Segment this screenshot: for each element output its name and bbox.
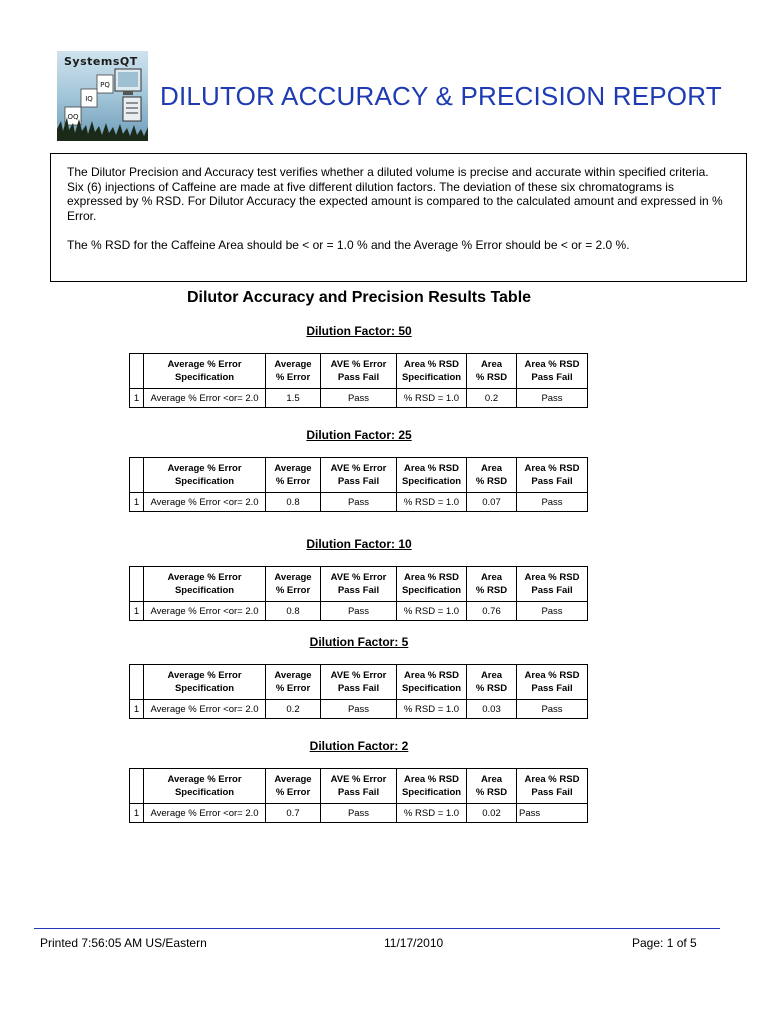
results-table	[129, 566, 588, 621]
table-row	[130, 493, 588, 512]
table-row	[130, 700, 588, 719]
cell-pf: Pass	[321, 700, 397, 719]
cell-rspec: % RSD = 1.0	[397, 804, 467, 823]
results-table	[129, 353, 588, 408]
row-index-cell: 1	[130, 804, 144, 823]
column-header-rsd	[467, 458, 517, 493]
logo-tag-pq: PQ	[100, 81, 110, 89]
column-header-line: Average	[274, 572, 312, 583]
table-header-row	[130, 769, 588, 804]
logo-tag-iq: IQ	[85, 95, 93, 103]
column-header-avg	[266, 567, 321, 602]
column-header-line: Average	[274, 463, 312, 474]
row-index-cell: 1	[130, 700, 144, 719]
cell-avg: 0.8	[266, 602, 321, 621]
column-header-line: AVE % Error	[330, 359, 387, 370]
index-header-cell	[130, 354, 144, 389]
cell-pf: Pass	[321, 602, 397, 621]
cell-spec: Average % Error <or= 2.0	[144, 804, 266, 823]
cell-spec: Average % Error <or= 2.0	[144, 602, 266, 621]
column-header-line: Area	[480, 572, 503, 583]
column-header-spec	[144, 354, 266, 389]
column-header-line: Pass Fail	[337, 476, 380, 487]
column-header-line: % Error	[275, 476, 311, 487]
column-header-rsd	[467, 665, 517, 700]
column-header-line: Area	[480, 463, 503, 474]
column-header-rsd	[467, 567, 517, 602]
column-header-line: Average % Error	[167, 670, 242, 681]
column-header-spec	[144, 665, 266, 700]
column-header-rpf	[517, 665, 588, 700]
column-header-line: Specification	[174, 787, 235, 798]
dilution-factor-heading: Dilution Factor: 2	[309, 739, 409, 753]
column-header-line: % Error	[275, 683, 311, 694]
column-header-pf	[321, 458, 397, 493]
column-header-line: Pass Fail	[337, 683, 380, 694]
column-header-rspec	[397, 458, 467, 493]
table-row	[130, 602, 588, 621]
footer-printed: Printed 7:56:05 AM US/Eastern	[40, 936, 207, 950]
table-header-row	[130, 354, 588, 389]
column-header-line: Specification	[401, 585, 462, 596]
column-header-rspec	[397, 665, 467, 700]
column-header-line: AVE % Error	[330, 572, 387, 583]
cell-rsd: 0.07	[467, 493, 517, 512]
column-header-line: % RSD	[475, 372, 508, 383]
column-header-line: AVE % Error	[330, 774, 387, 785]
cell-rspec: % RSD = 1.0	[397, 389, 467, 408]
cell-avg: 0.2	[266, 700, 321, 719]
column-header-line: AVE % Error	[330, 670, 387, 681]
logo-tag-oq: OQ	[67, 113, 79, 121]
cell-rpf: Pass	[517, 389, 588, 408]
description-box	[50, 153, 747, 282]
column-header-pf	[321, 665, 397, 700]
column-header-line: Area	[480, 359, 503, 370]
column-header-line: % Error	[275, 585, 311, 596]
cell-rpf: Pass	[517, 804, 588, 823]
column-header-line: Area % RSD	[404, 774, 459, 785]
column-header-avg	[266, 769, 321, 804]
systemsqt-logo	[57, 51, 148, 141]
results-table-title: Dilutor Accuracy and Precision Results Table	[186, 289, 532, 306]
table-header-row	[130, 458, 588, 493]
column-header-line: Specification	[401, 683, 462, 694]
index-header-cell	[130, 769, 144, 804]
column-header-avg	[266, 665, 321, 700]
results-table	[129, 768, 588, 823]
column-header-line: Pass Fail	[337, 787, 380, 798]
column-header-line: Area % RSD	[524, 572, 580, 583]
column-header-line: Pass Fail	[531, 683, 573, 694]
cell-rsd: 0.02	[467, 804, 517, 823]
index-header-cell	[130, 567, 144, 602]
cell-spec: Average % Error <or= 2.0	[144, 700, 266, 719]
results-table	[129, 664, 588, 719]
column-header-line: Average % Error	[167, 774, 242, 785]
column-header-rspec	[397, 354, 467, 389]
column-header-rpf	[517, 567, 588, 602]
column-header-line: Area % RSD	[524, 359, 580, 370]
column-header-line: AVE % Error	[330, 463, 387, 474]
column-header-rpf	[517, 354, 588, 389]
row-index-cell: 1	[130, 389, 144, 408]
column-header-line: Specification	[174, 372, 235, 383]
dilution-factor-heading: Dilution Factor: 50	[306, 324, 412, 338]
column-header-line: Area % RSD	[404, 572, 459, 583]
column-header-line: % RSD	[475, 787, 508, 798]
cell-pf: Pass	[321, 389, 397, 408]
column-header-line: Specification	[174, 476, 235, 487]
column-header-rspec	[397, 567, 467, 602]
column-header-line: Average % Error	[167, 359, 242, 370]
cell-rspec: % RSD = 1.0	[397, 700, 467, 719]
footer-page: Page: 1 of 5	[632, 936, 697, 950]
cell-avg: 1.5	[266, 389, 321, 408]
column-header-line: Area % RSD	[524, 670, 580, 681]
column-header-line: Average	[274, 774, 312, 785]
results-table	[129, 457, 588, 512]
column-header-line: Specification	[401, 787, 462, 798]
column-header-rpf	[517, 769, 588, 804]
column-header-line: % RSD	[475, 476, 508, 487]
index-header-cell	[130, 458, 144, 493]
column-header-line: Area % RSD	[404, 463, 459, 474]
report-title: DILUTOR ACCURACY & PRECISION REPORT	[160, 81, 722, 111]
column-header-line: % RSD	[475, 683, 508, 694]
cell-rsd: 0.76	[467, 602, 517, 621]
cell-rsd: 0.03	[467, 700, 517, 719]
column-header-avg	[266, 354, 321, 389]
table-header-row	[130, 567, 588, 602]
footer-rule	[34, 928, 720, 929]
footer-date: 11/17/2010	[384, 936, 444, 950]
column-header-line: % Error	[275, 372, 311, 383]
table-row	[130, 804, 588, 823]
column-header-rpf	[517, 458, 588, 493]
column-header-line: Average % Error	[167, 572, 242, 583]
column-header-line: Pass Fail	[531, 787, 573, 798]
column-header-rsd	[467, 769, 517, 804]
cell-spec: Average % Error <or= 2.0	[144, 389, 266, 408]
column-header-line: Pass Fail	[337, 585, 380, 596]
column-header-line: Pass Fail	[531, 476, 573, 487]
column-header-avg	[266, 458, 321, 493]
column-header-pf	[321, 567, 397, 602]
table-header-row	[130, 665, 588, 700]
description-paragraph-2: The % RSD for the Caffeine Area should be < or = 1.0 % and the Average % Error should be < or = 2.0 %.	[67, 238, 630, 252]
cell-rspec: % RSD = 1.0	[397, 602, 467, 621]
column-header-line: Pass Fail	[337, 372, 380, 383]
cell-pf: Pass	[321, 493, 397, 512]
cell-rspec: % RSD = 1.0	[397, 493, 467, 512]
cell-avg: 0.7	[266, 804, 321, 823]
description-paragraph-1: The Dilutor Precision and Accuracy test verifies whether a diluted volume is precise and accurate within specified criteria. Six (6) injections of Caffeine are made at five different dilution factors. The deviation of these six chromatograms is expressed by % RSD. For Dilutor Accuracy the expected amount is compared to the calculated amount and expressed in % Error.	[67, 165, 723, 223]
column-header-line: Specification	[401, 476, 462, 487]
column-header-pf	[321, 354, 397, 389]
column-header-line: Area	[480, 670, 503, 681]
column-header-line: Area	[480, 774, 503, 785]
row-index-cell: 1	[130, 493, 144, 512]
column-header-pf	[321, 769, 397, 804]
column-header-line: Pass Fail	[531, 585, 573, 596]
column-header-line: Area % RSD	[404, 359, 459, 370]
column-header-line: Specification	[174, 585, 235, 596]
dilution-factor-heading: Dilution Factor: 10	[306, 537, 412, 551]
cell-avg: 0.8	[266, 493, 321, 512]
column-header-line: Average % Error	[167, 463, 242, 474]
table-row	[130, 389, 588, 408]
cell-spec: Average % Error <or= 2.0	[144, 493, 266, 512]
column-header-line: % RSD	[475, 585, 508, 596]
dilution-factor-heading: Dilution Factor: 5	[309, 635, 409, 649]
column-header-line: Area % RSD	[524, 463, 580, 474]
column-header-rsd	[467, 354, 517, 389]
column-header-line: Pass Fail	[531, 372, 573, 383]
cell-rsd: 0.2	[467, 389, 517, 408]
row-index-cell: 1	[130, 602, 144, 621]
column-header-line: Average	[274, 359, 312, 370]
column-header-line: Area % RSD	[404, 670, 459, 681]
dilution-factor-heading: Dilution Factor: 25	[306, 428, 412, 442]
index-header-cell	[130, 665, 144, 700]
column-header-spec	[144, 567, 266, 602]
logo-text: SystemsQT	[64, 55, 138, 68]
cell-rpf: Pass	[517, 700, 588, 719]
column-header-line: Specification	[401, 372, 462, 383]
column-header-spec	[144, 458, 266, 493]
cell-rpf: Pass	[517, 602, 588, 621]
column-header-line: Average	[274, 670, 312, 681]
column-header-line: Area % RSD	[524, 774, 580, 785]
column-header-line: Specification	[174, 683, 235, 694]
column-header-line: % Error	[275, 787, 311, 798]
cell-pf: Pass	[321, 804, 397, 823]
column-header-spec	[144, 769, 266, 804]
column-header-rspec	[397, 769, 467, 804]
cell-rpf: Pass	[517, 493, 588, 512]
